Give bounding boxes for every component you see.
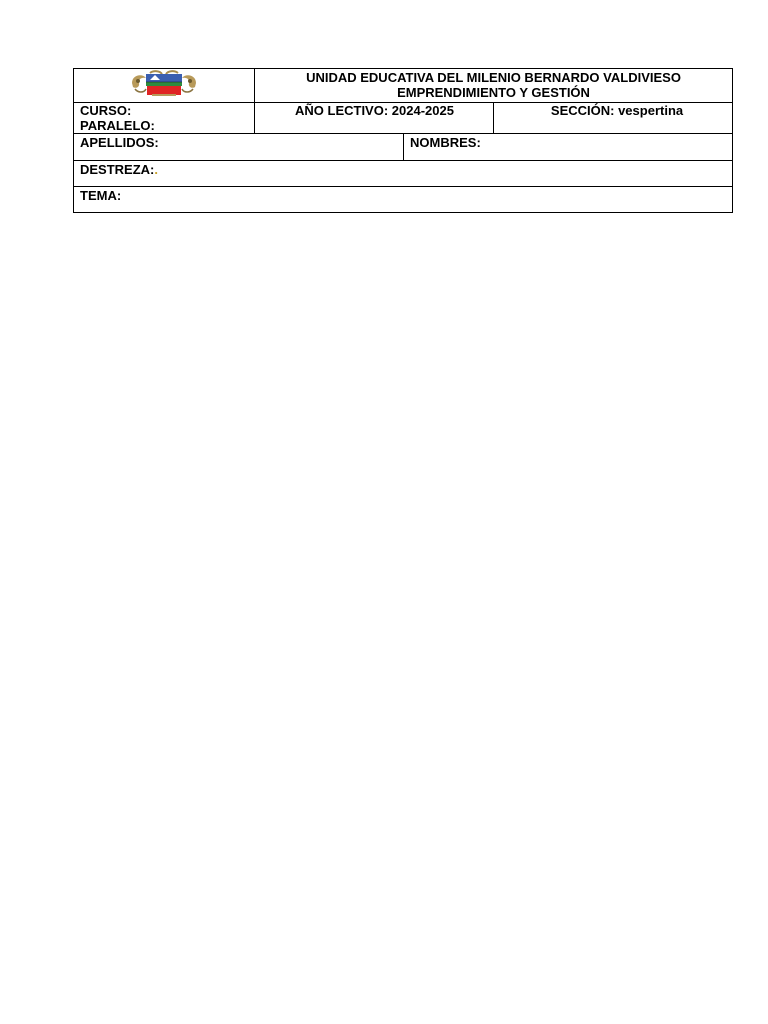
ano-lectivo-label: AÑO LECTIVO: 2024-2025 xyxy=(295,103,454,118)
destreza-row xyxy=(74,161,733,187)
tema-label: TEMA: xyxy=(80,188,122,203)
apellidos-label: APELLIDOS: xyxy=(80,135,159,150)
ano-lectivo-cell xyxy=(255,103,494,134)
apellidos-row xyxy=(74,134,733,161)
destreza-dot: . xyxy=(154,162,159,177)
title-cell xyxy=(255,69,733,103)
tema-cell xyxy=(74,187,733,213)
curso-label: CURSO: xyxy=(80,103,132,118)
nombres-cell xyxy=(404,134,733,161)
subject-name: EMPRENDIMIENTO Y GESTIÓN xyxy=(397,85,590,100)
nombres-label: NOMBRES: xyxy=(410,135,481,150)
apellidos-cell xyxy=(74,134,404,161)
seccion-cell xyxy=(494,103,733,134)
header-table xyxy=(73,68,733,213)
seccion-label: SECCIÓN: vespertina xyxy=(550,103,684,118)
paralelo-label: PARALELO: xyxy=(80,118,155,133)
curso-row xyxy=(74,103,733,134)
tema-row xyxy=(74,187,733,213)
institution-name: UNIDAD EDUCATIVA DEL MILENIO BERNARDO VALDIVIESO xyxy=(306,70,681,85)
school-crest-icon xyxy=(128,69,200,99)
curso-cell xyxy=(74,103,255,134)
destreza-cell xyxy=(74,161,733,187)
title-row xyxy=(74,69,733,103)
destreza-label: DESTREZA: xyxy=(80,162,155,177)
logo-cell xyxy=(74,69,255,103)
